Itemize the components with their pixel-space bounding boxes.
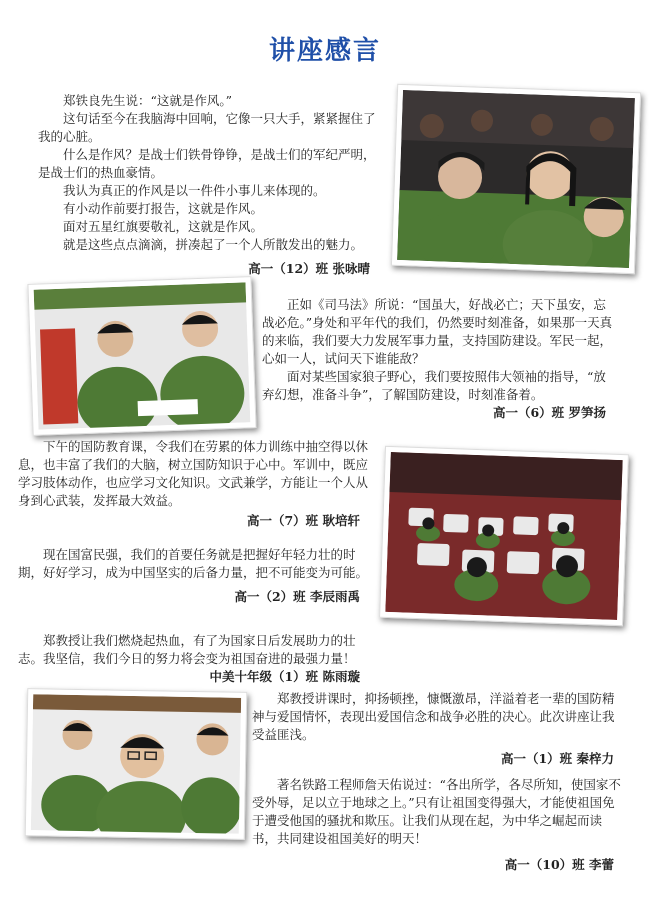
essay-4-signature: 高一（2）班 李辰雨禹 [234,589,360,604]
essay-5-signature: 中美十年级（1）班 陈雨璇 [209,669,360,684]
essay-2-signature: 高一（6）班 罗笋扬 [492,405,606,420]
photo-students-listening [391,84,641,274]
essay-7 [252,776,624,874]
essay-1-para-3: 什么是作风？是战士们铁骨铮铮，是战士们的军纪严明，是战士们的热血豪情。 [38,147,376,180]
essay-3 [18,438,370,530]
essay-7-para-1: 著名铁路工程师詹天佑说过：“各出所学，各尽所知，使国家不受外辱，足以立于地球之上。”只有让祖国变得强大，才能使祖国免于遭受他国的骚扰和欺压。让我们从现在起，为中华之崛起而读书，共同建设祖国美好的明天！ [252,777,621,846]
essay-7-signature: 高一（10）班 李蕾 [504,857,614,872]
essay-2 [262,296,616,422]
essay-5-para-1: 郑教授让我们燃烧起热血，有了为国家日后发展助力的壮志。我坚信，我们今日的努力将会变为祖国奋进的最强力量！ [18,633,356,666]
photo-boy-glasses [25,688,248,840]
photo-two-boys [27,276,256,436]
essay-3-signature: 高一（7）班 耿培轩 [246,513,360,528]
essay-4-para-1: 现在国富民强，我们的首要任务就是把握好年轻力壮的时期，好好学习，成为中国坚实的后备力量，把不可能变为可能。 [18,547,369,580]
essay-1-para-1: 郑铁良先生说：“这就是作风。” [63,93,233,108]
essay-6-signature: 高一（1）班 秦梓力 [500,751,614,766]
essay-5 [18,632,370,686]
essay-2-para-1: 正如《司马法》所说：“国虽大，好战必亡；天下虽安，忘战必危。”身处和平年代的我们，仍然要时刻准备，如果那一天真的来临，我们要大力发展军事力量，支持国防建设。军民一起，心如一人，试问天下谁能敌？ [262,297,613,366]
essay-4 [18,546,370,606]
essay-6 [252,690,624,768]
page-title: 讲座感言 [268,36,381,66]
essay-6-para-1: 郑教授讲课时，抑扬顿挫，慷慨激昂，洋溢着老一辈的国防精神与爱国情怀，表现出爱国信念和战争必胜的决心。此次讲座让我受益匪浅。 [252,691,615,742]
essay-3-para-1: 下午的国防教育课，令我们在劳累的体力训练中抽空得以休息，也丰富了我们的大脑，树立国防知识于心中。军训中，既应学习肢体动作，也应学习文化知识。文武兼学，方能让一个人从身到心武装，发挥最大效益。 [18,439,369,508]
essay-1-para-4: 我认为真正的作风是以一件件小事儿来体现的。 [63,183,326,198]
essay-1-para-5: 有小动作前要打报告，这就是作风。 [63,201,264,216]
photo-lecture-hall [379,446,629,626]
essay-2-para-2: 面对某些国家狼子野心，我们要按照伟大领袖的指导，“放弃幻想，准备斗争”，了解国防建设，时刻准备着。 [262,369,606,402]
essay-1-para-6: 面对五星红旗要敬礼，这就是作风。 [63,219,264,234]
essay-1 [38,92,380,278]
essay-1-para-7: 就是这些点点滴滴，拼凑起了一个人所散发出的魅力。 [63,237,364,252]
essay-1-signature: 高一（12）班 张咏晴 [248,261,370,276]
essay-1-para-2: 这句话至今在我脑海中回响，它像一只大手，紧紧握住了我的心脏。 [38,111,376,144]
